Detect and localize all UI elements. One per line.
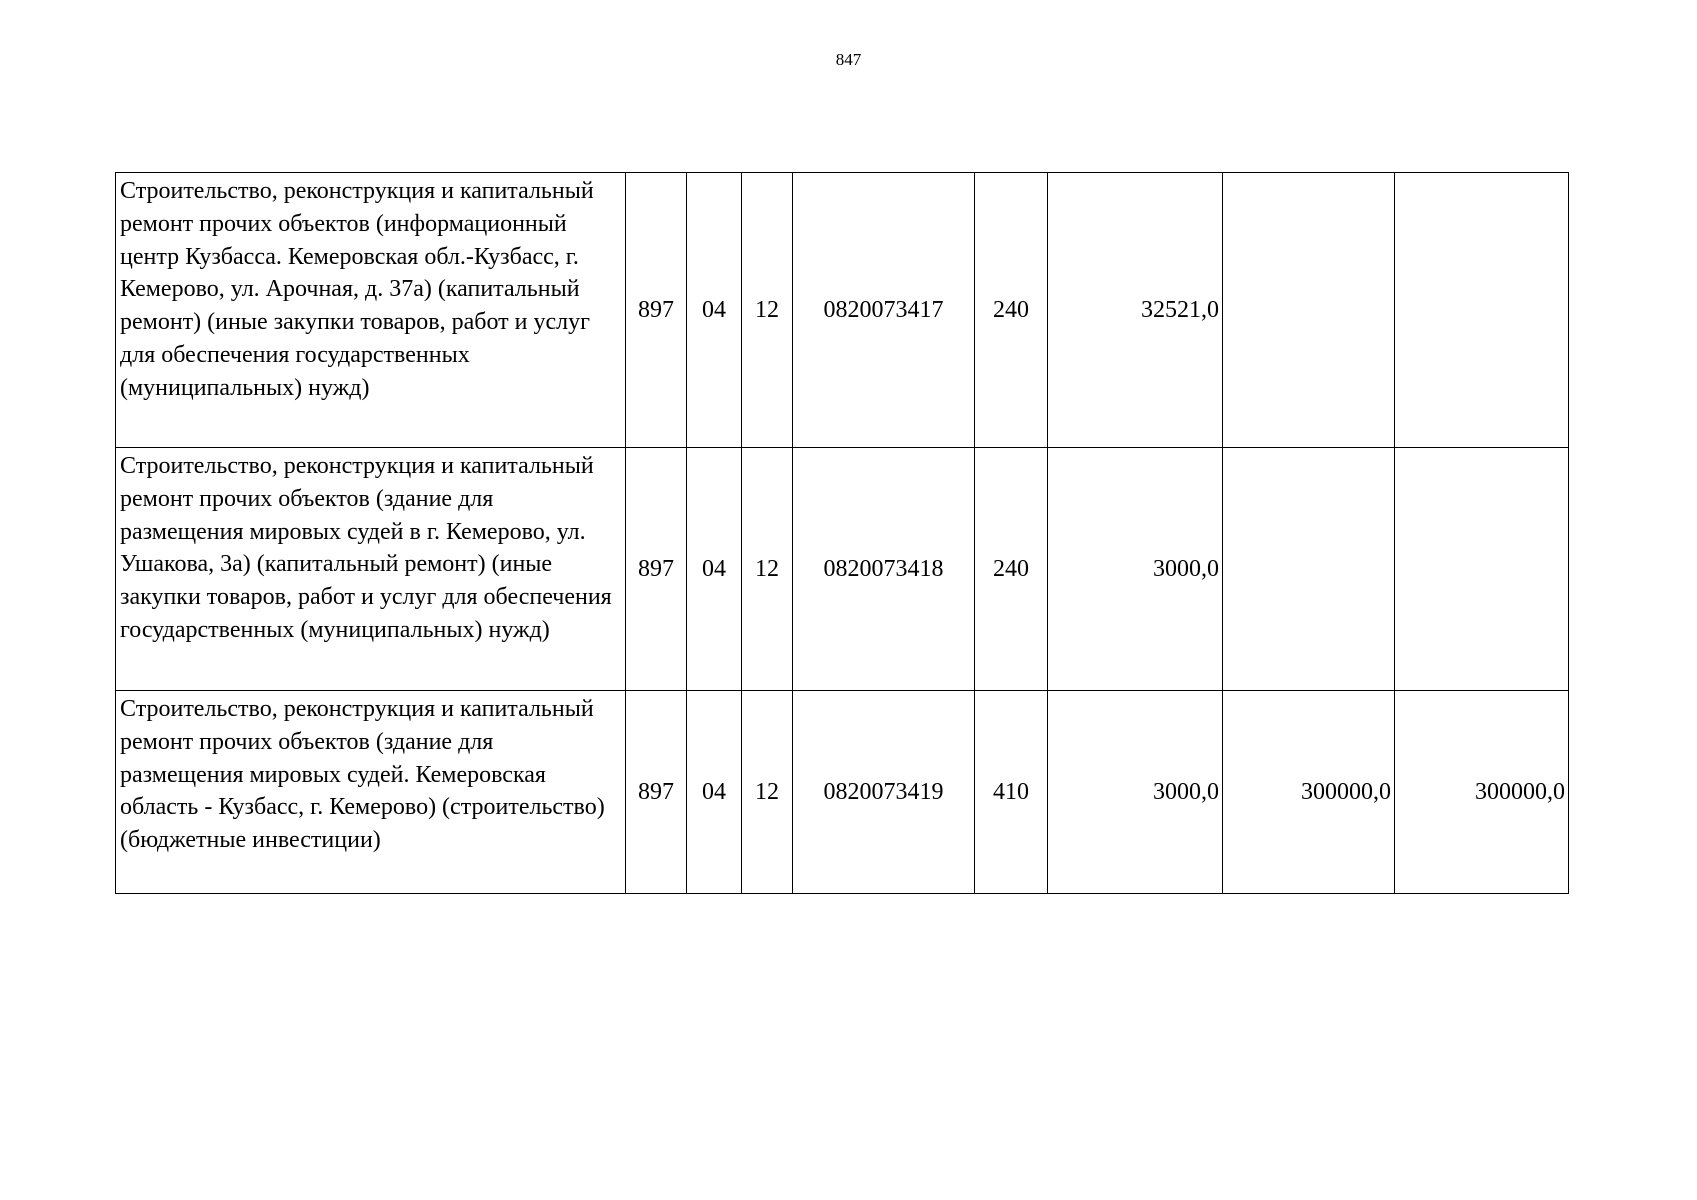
amount-2-cell xyxy=(1223,173,1395,448)
ministry-code-cell: 897 xyxy=(626,691,687,894)
table-row xyxy=(116,173,1569,448)
amount-2-cell: 300000,0 xyxy=(1223,691,1395,894)
description-cell: Строительство, реконструкция и капитальный ремонт прочих объектов (здание для размещения мировых судей в г. Кемерово, ул. Ушакова, 3а) (капитальный ремонт) (иные закупки товаров, работ и услуг для обеспечения государственных (муниципальных) нужд) xyxy=(116,448,626,691)
section-code-cell: 04 xyxy=(687,691,742,894)
page-number: 847 xyxy=(835,50,862,69)
ministry-code-cell: 897 xyxy=(626,448,687,691)
expense-type-cell: 240 xyxy=(975,173,1048,448)
amount-3-cell: 300000,0 xyxy=(1395,691,1569,894)
budget-table xyxy=(115,172,1569,894)
expense-type-cell: 240 xyxy=(975,448,1048,691)
table-row xyxy=(116,691,1569,894)
subsection-code-cell: 12 xyxy=(742,691,793,894)
section-code-cell: 04 xyxy=(687,173,742,448)
amount-3-cell xyxy=(1395,173,1569,448)
subsection-code-cell: 12 xyxy=(742,173,793,448)
subsection-code-cell: 12 xyxy=(742,448,793,691)
target-article-cell: 0820073418 xyxy=(793,448,975,691)
description-cell: Строительство, реконструкция и капитальный ремонт прочих объектов (информационный центр Кузбасса. Кемеровская обл.-Кузбасс, г. Кемерово, ул. Арочная, д. 37а) (капитальный ремонт) (иные закупки товаров, работ и услуг для обеспечения государственных (муниципальных) нужд) xyxy=(116,173,626,448)
expense-type-cell: 410 xyxy=(975,691,1048,894)
section-code-cell: 04 xyxy=(687,448,742,691)
target-article-cell: 0820073419 xyxy=(793,691,975,894)
description-cell: Строительство, реконструкция и капитальный ремонт прочих объектов (здание для размещения мировых судей. Кемеровская область - Кузбасс, г. Кемерово) (строительство) (бюджетные инвестиции) xyxy=(116,691,626,894)
amount-2-cell xyxy=(1223,448,1395,691)
ministry-code-cell: 897 xyxy=(626,173,687,448)
amount-1-cell: 3000,0 xyxy=(1048,448,1223,691)
amount-3-cell xyxy=(1395,448,1569,691)
amount-1-cell: 32521,0 xyxy=(1048,173,1223,448)
table-row xyxy=(116,448,1569,691)
target-article-cell: 0820073417 xyxy=(793,173,975,448)
amount-1-cell: 3000,0 xyxy=(1048,691,1223,894)
